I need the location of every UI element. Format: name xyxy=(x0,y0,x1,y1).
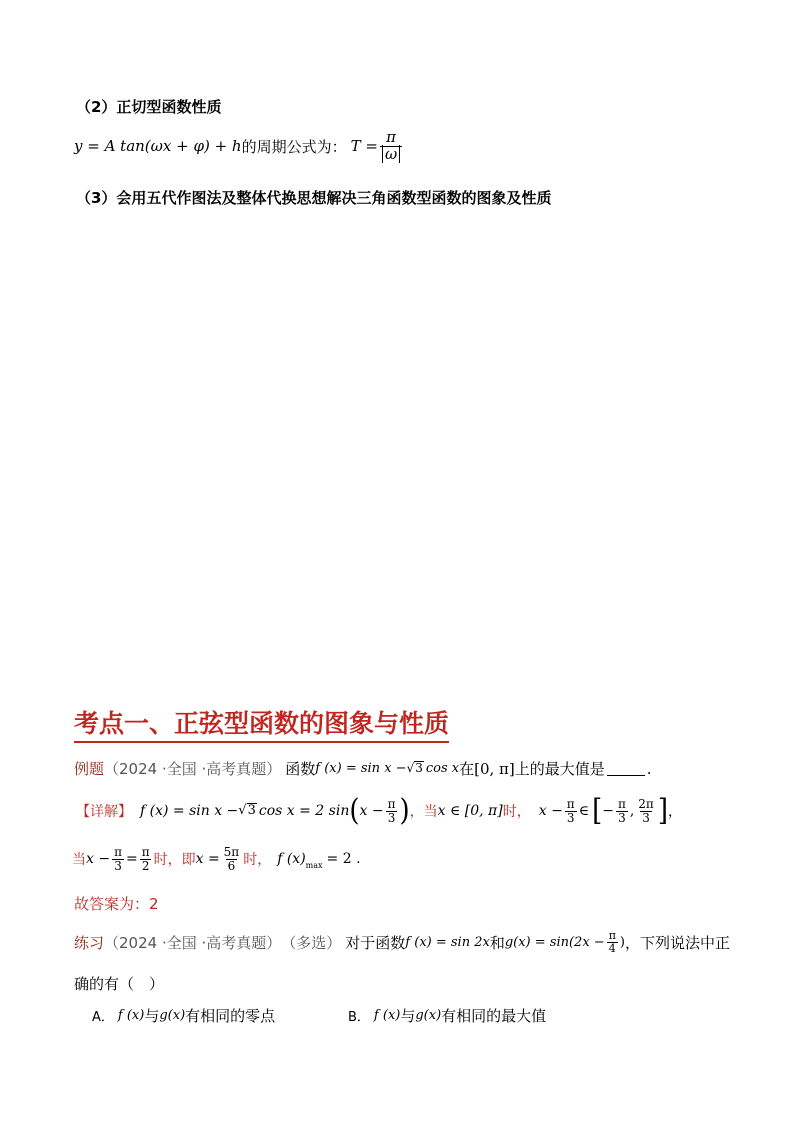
detail2-max-sub: max xyxy=(305,861,323,871)
d2-pi-over-3: $\frac{\pi}{3}$ xyxy=(114,845,122,873)
practice-line-2: 确的有（ ） xyxy=(74,975,165,993)
example-text3: 上的最大值是 xyxy=(514,760,605,778)
detail-line-2 xyxy=(72,846,361,872)
detail2-shi: 时， xyxy=(243,852,272,869)
detail-eq1: f (x) = sin x − xyxy=(140,803,239,820)
formula-text: 的周期公式为： xyxy=(241,137,347,156)
answer-text: 故答案为：2 xyxy=(74,895,159,913)
right-bracket: ] xyxy=(657,793,668,829)
option-a-f: f (x) xyxy=(117,1008,145,1023)
practice-gx: g(x) = sin(2x − xyxy=(504,934,605,950)
detail-eq1b: cos x = 2 sin xyxy=(258,803,350,820)
formula-fraction xyxy=(380,130,402,163)
option-b-label: B． xyxy=(348,1010,370,1025)
example-label: 例题 xyxy=(74,760,105,778)
detail-comma: , xyxy=(629,803,635,820)
example-text1: 函数 xyxy=(285,760,316,778)
detail-xin: x ∈ [0, π] xyxy=(437,803,503,820)
detail-inner: x − xyxy=(359,803,384,820)
example-fx: f (x) = sin x − xyxy=(315,761,407,776)
detail-sqrt: √ 3 xyxy=(238,803,256,819)
option-a xyxy=(92,1005,275,1026)
tangent-period-formula xyxy=(74,130,404,163)
detail-label: 【详解】 xyxy=(76,804,132,821)
practice-text1: 对于函数 xyxy=(345,933,406,952)
option-b xyxy=(348,1005,546,1026)
formula-denominator: ω xyxy=(382,145,400,163)
practice-line-1 xyxy=(74,930,730,954)
detail-tail: ， xyxy=(667,804,682,821)
example-sqrt: √ 3 xyxy=(406,761,423,776)
option-a-text: 有相同的零点 xyxy=(185,1007,276,1025)
example-cos: cos x xyxy=(425,761,460,776)
practice-label: 练习 xyxy=(74,933,105,952)
example-end: . xyxy=(646,759,652,778)
detail2-shi-ji: 时，即 xyxy=(153,852,196,869)
detail2-fmax: f (x) xyxy=(277,851,306,868)
left-paren: ( xyxy=(349,793,360,829)
detail2-x-eq: x = xyxy=(195,851,220,868)
option-a-label: A． xyxy=(92,1010,114,1025)
detail2-val: = 2 . xyxy=(326,851,361,868)
option-b-g: g(x) xyxy=(415,1008,442,1023)
d2-5pi-over-6: $\frac{5\pi}{6}$ xyxy=(223,845,240,873)
pi-over-3-b: $\frac{\pi}{3}$ xyxy=(566,797,575,825)
right-paren: ) xyxy=(399,793,410,829)
example-line xyxy=(74,758,652,779)
practice-source: （2024 ·全国 ·高考真题） xyxy=(104,933,282,952)
detail2-x-minus: x − xyxy=(86,851,111,868)
formula-lhs: y = A tan(ωx + φ) + h xyxy=(74,137,242,156)
detail2-dang: 当 xyxy=(72,852,86,869)
detail2-eq: = xyxy=(125,851,138,868)
formula-T: T = xyxy=(350,137,378,156)
formula-numerator: π xyxy=(386,128,396,146)
detail-x-minus: x − xyxy=(538,803,563,820)
practice-close: ) xyxy=(619,934,625,950)
neg-pi-over-3: $\frac{\pi}{3}$ xyxy=(617,797,626,825)
section-heading-2: （2）正切型函数性质 xyxy=(76,98,222,116)
detail-when: ，当 xyxy=(409,804,438,821)
option-a-g: g(x) xyxy=(159,1008,186,1023)
detail-in: ∈ xyxy=(578,803,590,820)
section-heading-3: （3）会用五代作图法及整体代换思想解决三角函数型函数的图象及性质 xyxy=(76,189,552,207)
example-text2: 在 xyxy=(459,760,475,778)
practice-and: 和 xyxy=(489,933,505,952)
option-b-with: 与 xyxy=(400,1007,416,1025)
example-source: （2024 ·全国 ·高考真题） xyxy=(104,760,282,778)
two-pi-over-3: $\frac{2\pi}{3}$ xyxy=(638,797,654,825)
option-b-text: 有相同的最大值 xyxy=(441,1007,547,1025)
answer-blank xyxy=(607,761,645,776)
topic-title: 考点一、正弦型函数的图象与性质 xyxy=(74,704,449,743)
practice-multi: （多选） xyxy=(281,933,342,952)
left-bracket: [ xyxy=(592,793,603,829)
detail-shi: 时， xyxy=(502,804,531,821)
pi-over-4: $\frac{\pi}{4}$ xyxy=(608,929,616,955)
pi-over-3: $\frac{\pi}{3}$ xyxy=(387,797,396,825)
option-b-f: f (x) xyxy=(373,1008,401,1023)
practice-fx: f (x) = sin 2x xyxy=(405,934,490,950)
detail-line-1 xyxy=(76,793,682,829)
practice-text2: ，下列说法中正 xyxy=(625,933,731,952)
example-interval: [0, π] xyxy=(474,759,515,778)
detail-neg: − xyxy=(602,803,614,820)
option-a-with: 与 xyxy=(144,1007,160,1025)
d2-pi-over-2: $\frac{\pi}{2}$ xyxy=(141,845,150,873)
